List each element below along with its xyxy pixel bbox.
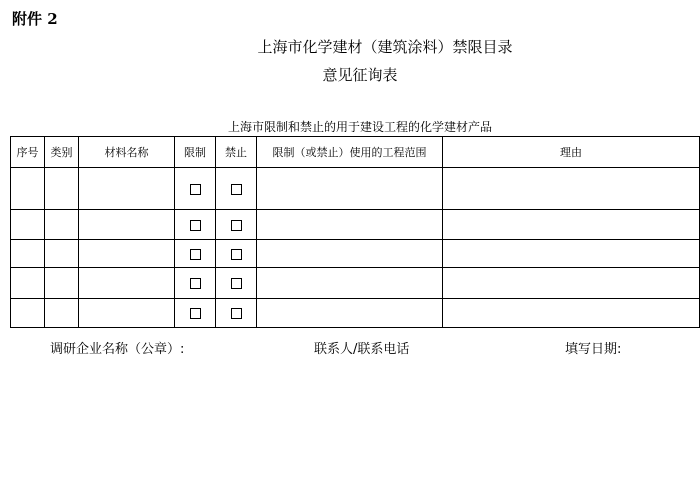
header-prohibit: 禁止	[216, 137, 257, 168]
cell-scope[interactable]	[257, 168, 443, 210]
cell-scope[interactable]	[257, 210, 443, 240]
document-title: 上海市化学建材（建筑涂料）禁限目录	[257, 38, 513, 56]
table-row	[11, 210, 700, 240]
cell-material[interactable]	[79, 268, 175, 299]
cell-reason[interactable]	[443, 268, 700, 299]
header-reason: 理由	[443, 137, 700, 168]
cell-material[interactable]	[79, 240, 175, 268]
cell-seq[interactable]	[11, 299, 45, 328]
header-scope: 限制（或禁止）使用的工程范围	[257, 137, 443, 168]
cell-scope[interactable]	[257, 299, 443, 328]
cell-category[interactable]	[45, 299, 79, 328]
restrict-checkbox[interactable]	[190, 220, 201, 231]
cell-category[interactable]	[45, 210, 79, 240]
header-category: 类别	[45, 137, 79, 168]
cell-reason[interactable]	[443, 168, 700, 210]
cell-category[interactable]	[45, 168, 79, 210]
table-row	[11, 168, 700, 210]
cell-category[interactable]	[45, 240, 79, 268]
cell-seq[interactable]	[11, 240, 45, 268]
restrict-checkbox[interactable]	[190, 184, 201, 195]
contact-label: 联系人/联系电话	[314, 342, 410, 357]
cell-seq[interactable]	[11, 210, 45, 240]
date-label: 填写日期:	[565, 342, 622, 357]
attachment-label: 附件 2	[12, 10, 58, 28]
survey-table	[10, 136, 700, 328]
cell-scope[interactable]	[257, 240, 443, 268]
cell-reason[interactable]	[443, 210, 700, 240]
cell-reason[interactable]	[443, 299, 700, 328]
prohibit-checkbox[interactable]	[231, 184, 242, 195]
cell-material[interactable]	[79, 210, 175, 240]
table-row	[11, 240, 700, 268]
cell-seq[interactable]	[11, 168, 45, 210]
document-subtitle: 意见征询表	[322, 66, 398, 84]
cell-seq[interactable]	[11, 268, 45, 299]
prohibit-checkbox[interactable]	[231, 278, 242, 289]
prohibit-checkbox[interactable]	[231, 308, 242, 319]
cell-category[interactable]	[45, 268, 79, 299]
restrict-checkbox[interactable]	[190, 278, 201, 289]
table-caption: 上海市限制和禁止的用于建设工程的化学建材产品	[227, 120, 492, 134]
prohibit-checkbox[interactable]	[231, 249, 242, 260]
restrict-checkbox[interactable]	[190, 308, 201, 319]
header-material-name: 材料名称	[79, 137, 175, 168]
prohibit-checkbox[interactable]	[231, 220, 242, 231]
table-header-row	[11, 137, 700, 168]
restrict-checkbox[interactable]	[190, 249, 201, 260]
cell-material[interactable]	[79, 168, 175, 210]
header-seq: 序号	[11, 137, 45, 168]
table-row	[11, 268, 700, 299]
table-row	[11, 299, 700, 328]
cell-material[interactable]	[79, 299, 175, 328]
cell-reason[interactable]	[443, 240, 700, 268]
company-name-label: 调研企业名称（公章）:	[50, 342, 185, 357]
cell-scope[interactable]	[257, 268, 443, 299]
header-restrict: 限制	[175, 137, 216, 168]
